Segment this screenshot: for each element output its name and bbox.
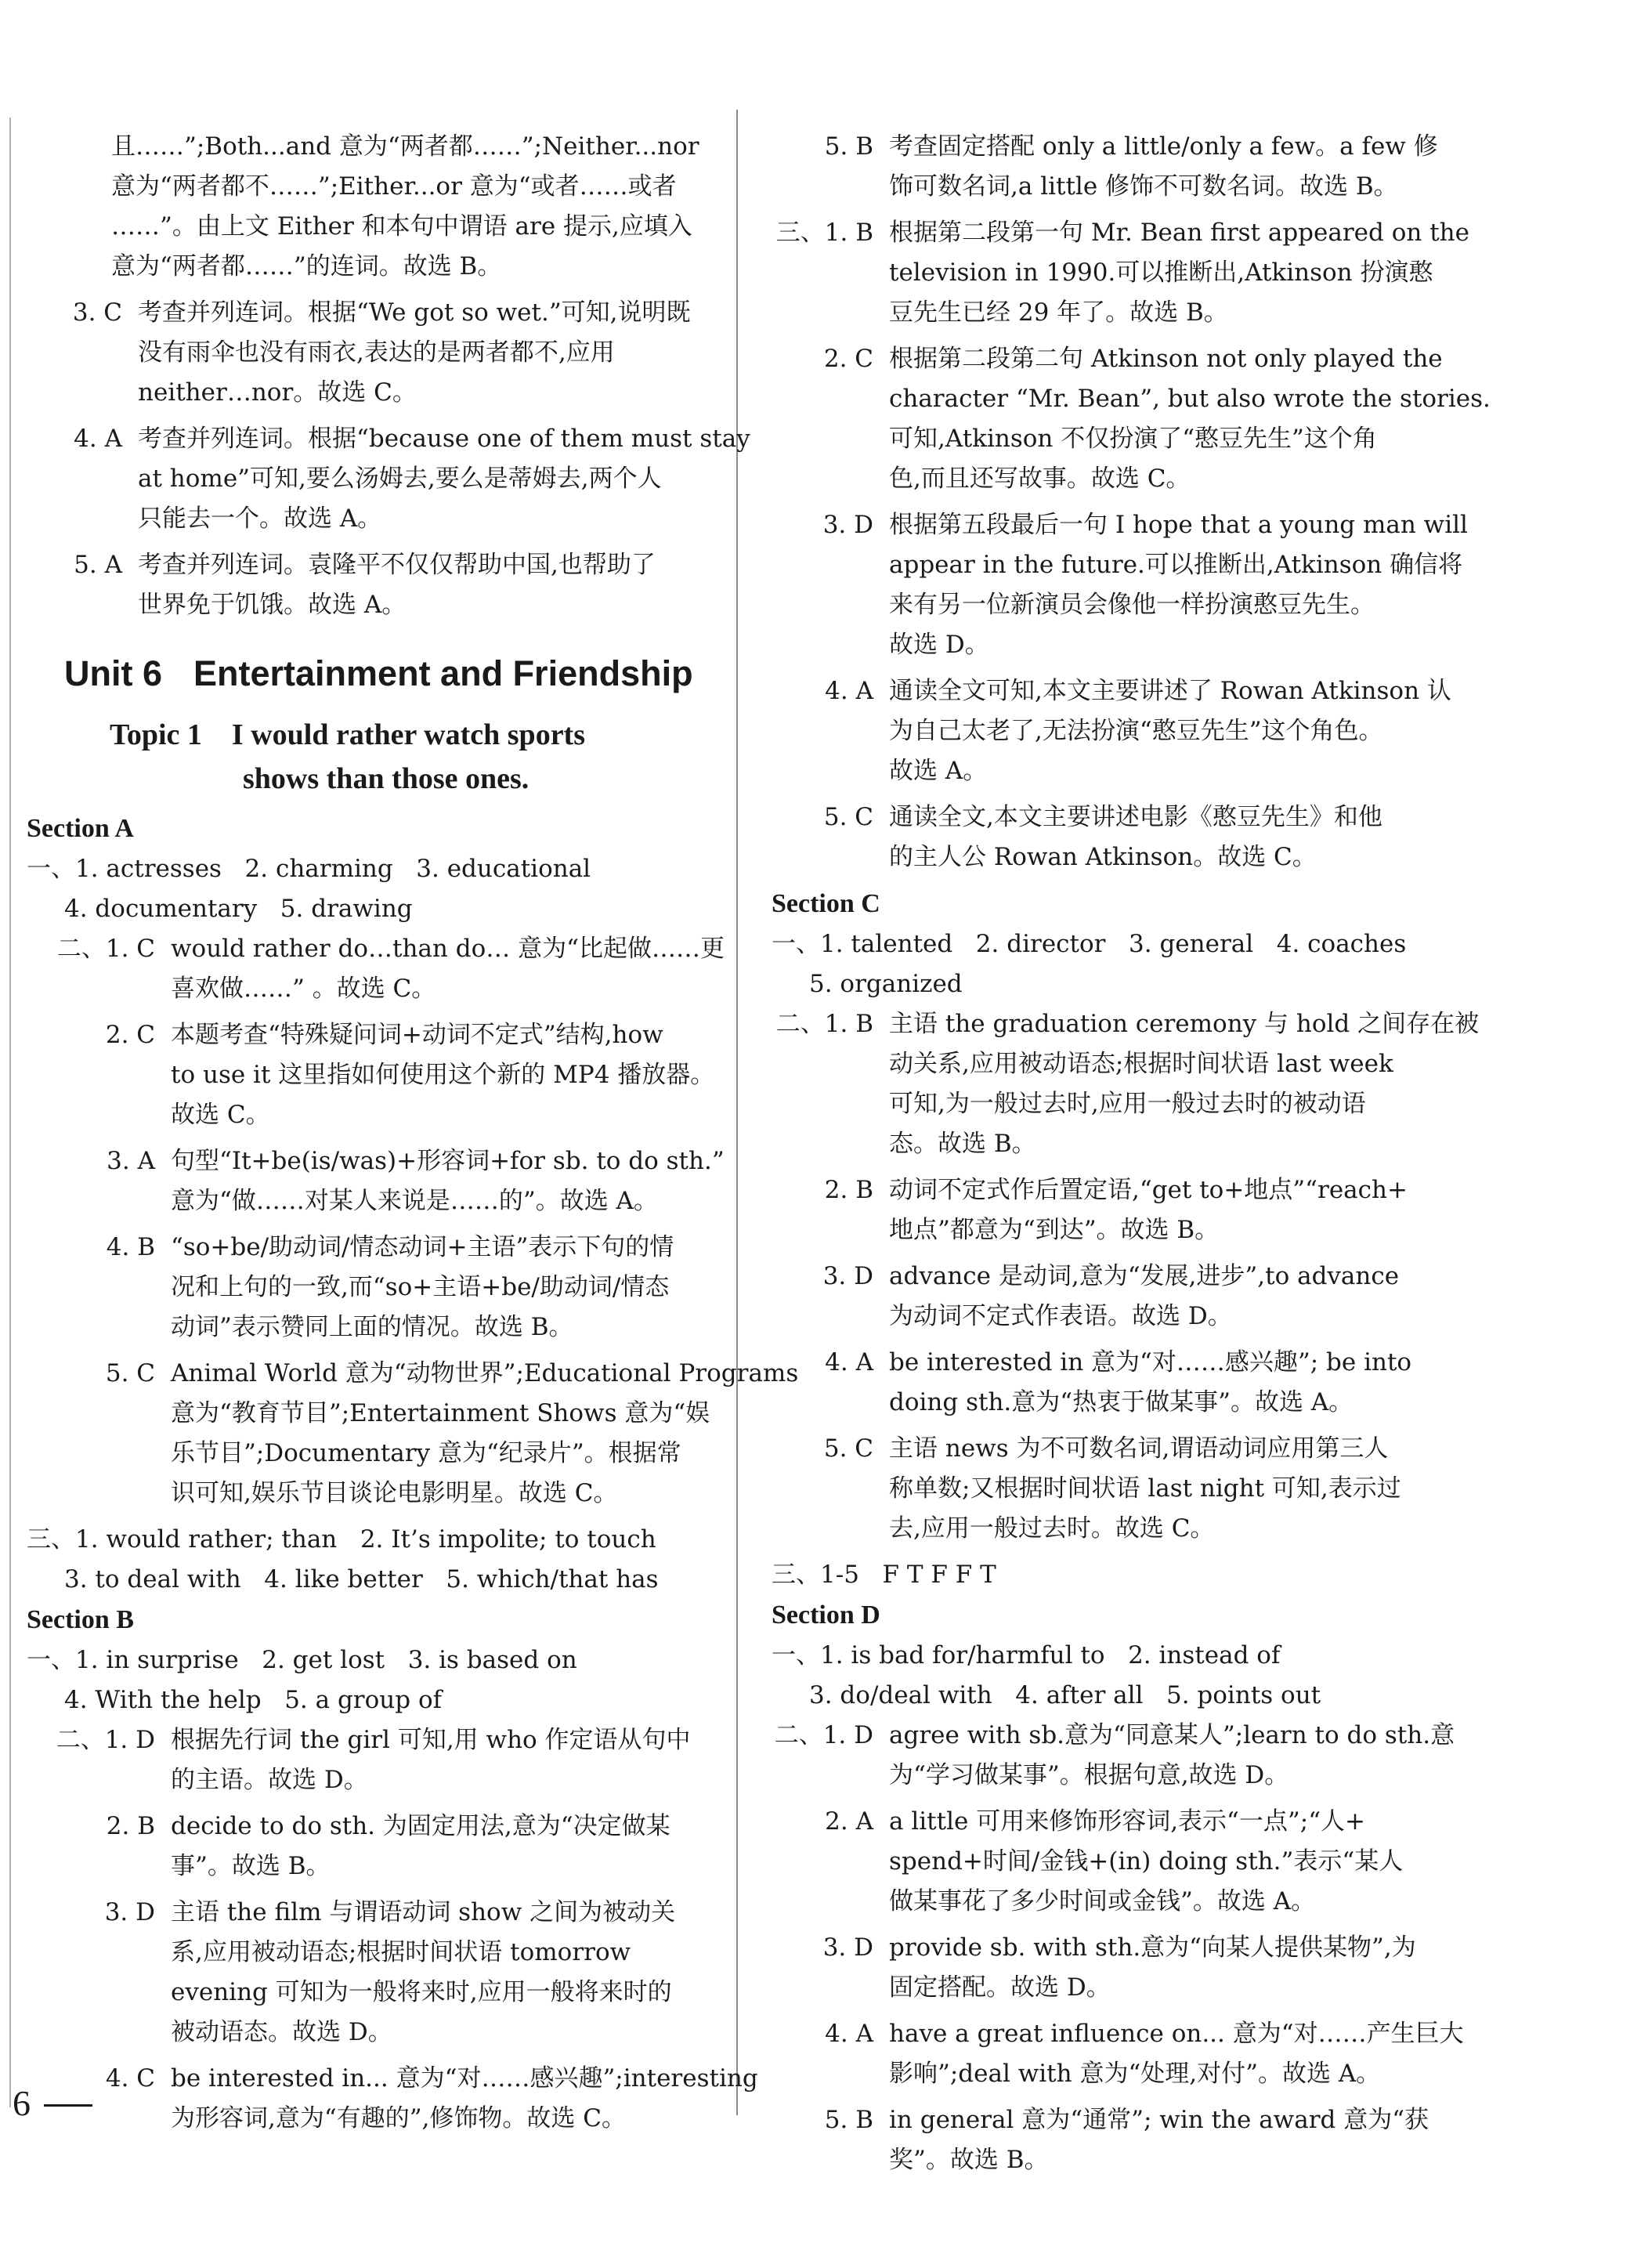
answer-label: 二、1. C [56,935,155,963]
answer-label: 三、1. B [775,219,873,247]
answer-text [171,1228,724,1347]
answer-text [889,1170,1476,1250]
answer-item [27,293,724,413]
answer-item [772,1004,1480,1164]
section-heading: Section D [772,1601,880,1630]
section-heading: Section B [27,1605,134,1634]
text-line: to use it 这里指如何使用这个新的 MP4 播放器。 [171,1061,715,1089]
text-line: 一、1. actresses 2. charming 3. educational [27,855,591,883]
answer-label: 4. A [825,2020,873,2048]
text-line: 来有另一位新演员会像他一样扮演憨豆先生。 [889,591,1375,619]
text-line: 世界免于饥饿。故选 A。 [138,591,407,619]
answer-item [772,798,1476,877]
answer-text [889,671,1476,791]
text-line: a little 可用来修饰形容词,表示“一点”;“人+ [889,1807,1366,1836]
text-line: 通读全文可知,本文主要讲述了 Rowan Atkinson 认 [889,677,1451,705]
topic-title [110,713,724,801]
answer-label: 2. A [825,1807,873,1836]
page-number: 6 [13,2083,31,2123]
text-line: television in 1990.可以推断出,Atkinson 扮演憨 [889,259,1433,287]
text-line: 通读全文,本文主要讲述电影《憨豆先生》和他 [889,803,1382,831]
text-line: ……”。由上文 Either 和本句中谓语 are 提示,应填入 [111,212,692,241]
answer-label: 3. D [822,1933,873,1962]
page-number-dash [44,2104,92,2107]
text-line: 主语 the film 与谓语动词 show 之间为被动关 [171,1898,676,1926]
answer-label: 二、1. D [774,1721,873,1749]
answer-label: 3. D [822,511,873,539]
answer-text [138,545,724,625]
answer-label: 4. A [74,425,122,453]
answer-text [889,213,1476,333]
text-line: 可知,为一般过去时,应用一般过去时的被动语 [889,1090,1366,1118]
text-line: 一、1. is bad for/harmful to 2. instead of [772,1641,1281,1669]
topic-title-line: Topic 1 I would rather watch sports [110,718,585,751]
text-line: 只能去一个。故选 A。 [138,505,382,533]
answer-item [772,127,1476,207]
text-line: be interested in... 意为“对……感兴趣”;interesting [171,2064,758,2093]
text-line: 况和上句的一致,而“so+主语+be/助动词/情态 [171,1273,670,1301]
answer-item [27,1015,724,1135]
answer-label: 4. C [105,2064,155,2093]
section-heading: Section A [27,814,134,843]
text-line: 去,应用一般过去时。故选 C。 [889,1514,1215,1543]
answer-text [889,1343,1476,1423]
answer-text [171,929,725,1009]
text-line: 喜欢做……” 。故选 C。 [171,975,436,1003]
answer-item [27,1807,724,1886]
answer-item [27,1354,799,1514]
answer-item [772,339,1491,499]
answer-label: 5. A [74,551,122,579]
answer-text [171,1015,724,1135]
text-line: spend+时间/金钱+(in) doing sth.”表示“某人 [889,1847,1404,1876]
answer-label: 3. A [107,1147,155,1175]
text-line: 5. organized [809,970,963,998]
text-line: 考查并列连词。根据“We got so wet.”可知,说明既 [138,298,691,327]
text-line: 地点”都意为“到达”。故选 B。 [889,1216,1220,1244]
text-line: appear in the future.可以推断出,Atkinson 确信将 [889,551,1463,579]
answer-item [772,1170,1476,1250]
text-line: evening 可知为一般将来时,应用一般将来时的 [171,1978,672,2006]
answer-label: 2. B [824,1176,873,1204]
text-line: 主语 news 为不可数名词,谓语动词应用第三人 [889,1434,1389,1463]
text-line: 饰可数名词,a little 修饰不可数名词。故选 B。 [889,172,1398,201]
text-line: 3. to deal with 4. like better 5. which/that has [64,1565,659,1593]
text-line: 称单数;又根据时间状语 last night 可知,表示过 [889,1474,1401,1503]
answer-item [27,419,750,539]
answer-text [889,505,1476,665]
text-line: character “Mr. Bean”, but also wrote the stories. [889,385,1491,413]
text-line: 豆先生已经 29 年了。故选 B。 [889,298,1228,327]
unit-title [64,653,724,694]
answer-text [171,2059,758,2139]
text-line: 考查并列连词。袁隆平不仅仅帮助中国,也帮助了 [138,551,656,579]
answer-text [889,2100,1476,2180]
text-line: at home”可知,要么汤姆去,要么是蒂姆去,两个人 [138,465,662,493]
text-line: 意为“教育节目”;Entertainment Shows 意为“娱 [171,1399,710,1427]
answer-item [27,929,724,1009]
answer-item [27,1228,724,1347]
text-line: advance 是动词,意为“发展,进步”,to advance [889,1262,1400,1290]
text-line: 色,而且还写故事。故选 C。 [889,465,1191,493]
answer-item [27,1893,724,2053]
answer-text [889,1004,1479,1164]
answer-item [772,1257,1476,1337]
text-line: 本题考查“特殊疑问词+动词不定式”结构,how [171,1021,663,1049]
answer-label: 2. C [823,345,873,373]
answer-label: 2. C [105,1021,155,1049]
answer-text [171,1893,724,2053]
answer-item [772,671,1476,791]
text-line: 动词不定式作后置定语,“get to+地点”“reach+ [889,1176,1408,1204]
text-line: 为“学习做某事”。根据句意,故选 D。 [889,1761,1289,1789]
text-line: would rather do…than do… 意为“比起做……更 [171,935,725,963]
text-line: 动词”表示赞同上面的情况。故选 B。 [171,1313,573,1341]
text-line: 根据第二段第二句 Atkinson not only played the [889,345,1443,373]
answer-item [27,1141,724,1221]
text-line: 三、1-5 F T F F T [772,1561,996,1589]
answer-list [772,1716,1476,2180]
answer-label: 4. B [106,1233,155,1261]
text-line: 被动语态。故选 D。 [171,2018,392,2046]
answer-label: 二、1. B [775,1010,873,1038]
answer-text [171,1807,724,1886]
unit-name: Entertainment and Friendship [193,653,693,693]
answer-item-top [27,127,724,287]
text-line: 考查固定搭配 only a little/only a few。a few 修 [889,132,1438,161]
answer-text [889,1928,1476,2008]
text-line: 动关系,应用被动语态;根据时间状语 last week [889,1050,1393,1078]
answer-list [27,293,750,625]
left-margin-rule [9,118,11,2107]
answer-text [171,1354,798,1514]
answer-label: 二、1. D [56,1726,155,1754]
answer-label: 5. B [824,132,873,161]
answer-text [138,419,750,539]
answer-item [772,1716,1476,1796]
text-line: 为自己太老了,无法扮演“憨豆先生”这个角色。 [889,717,1383,745]
text-line: 意为“两者都不……”;Either...or 意为“或者……或者 [111,172,677,201]
answer-item [772,1343,1476,1423]
text-line: 事”。故选 B。 [171,1852,331,1880]
text-line: 识可知,娱乐节目谈论电影明星。故选 C。 [171,1479,618,1507]
unit-label: Unit 6 [64,653,163,693]
answer-list [772,127,1491,877]
answer-text [889,1716,1476,1796]
answer-item [27,1720,724,1800]
answer-list [27,929,799,1514]
text-line: 3. do/deal with 4. after all 5. points out [809,1681,1321,1709]
text-line: agree with sb.意为“同意某人”;learn to do sth.意 [889,1721,1455,1749]
text-line: 三、1. would rather; than 2. It’s impolite; to touch [27,1525,656,1554]
text-line: 意为“做……对某人来说是……的”。故选 A。 [171,1187,658,1215]
answer-label: 3. D [822,1262,873,1290]
text-line: 的主语。故选 D。 [171,1766,368,1794]
text-line: 故选 A。 [889,757,988,785]
text-line: 且……”;Both...and 意为“两者都……”;Neither...nor [111,132,699,161]
text-line: 系,应用被动语态;根据时间状语 tomorrow [171,1938,631,1966]
topic-title-line: shows than those ones. [243,762,529,795]
text-line: 做某事花了多少时间或金钱”。故选 A。 [889,1887,1316,1915]
section-heading: Section C [772,889,880,918]
text-line: 可知,Atkinson 不仅扮演了“憨豆先生”这个角 [889,425,1377,453]
text-line: decide to do sth. 为固定用法,意为“决定做某 [171,1812,670,1840]
answer-text [889,127,1476,207]
text-line: 乐节目”;Documentary 意为“纪录片”。根据常 [171,1439,681,1467]
text-line: 故选 C。 [171,1101,270,1129]
text-line: 固定搭配。故选 D。 [889,1973,1111,2002]
text-line: 奖”。故选 B。 [889,2146,1049,2174]
answer-item [772,1802,1476,1922]
text-line: 没有雨伞也没有雨衣,表达的是两者都不,应用 [138,338,615,367]
text-line: Animal World 意为“动物世界”;Educational Programs [171,1359,799,1387]
text-line: 4. With the help 5. a group of [64,1686,443,1714]
answer-item [772,2100,1476,2180]
answer-item [772,1928,1476,2008]
answer-item [772,2014,1476,2094]
text-line: have a great influence on... 意为“对……产生巨大 [889,2020,1464,2048]
answer-label: 4. A [825,677,873,705]
text-line: doing sth.意为“热衷于做某事”。故选 A。 [889,1388,1354,1416]
answer-label: 5. B [824,2106,873,2134]
answer-item [27,545,724,625]
text-line: 主语 the graduation ceremony 与 hold 之间存在被 [889,1010,1480,1038]
text-line: in general 意为“通常”; win the award 意为“获 [889,2106,1429,2134]
text-line: provide sb. with sth.意为“向某人提供某物”,为 [889,1933,1416,1962]
column-divider [736,110,738,2115]
answer-label: 3. C [72,298,122,327]
text-line: 考查并列连词。根据“because one of them must stay [138,425,750,453]
text-line: 态。故选 B。 [889,1130,1036,1158]
answer-text [889,1802,1476,1922]
answer-label: 3. D [104,1898,155,1926]
text-line: 为动词不定式作表语。故选 D。 [889,1302,1232,1330]
answer-text [889,2014,1476,2094]
answer-text [138,293,724,413]
text-line: 句型“It+be(is/was)+形容词+for sb. to do sth.” [171,1147,725,1175]
text-line: 根据第五段最后一句 I hope that a young man will [889,511,1468,539]
answer-item [772,1429,1476,1549]
right-column [772,127,1491,2187]
answer-text [889,339,1491,499]
answer-label: 5. C [105,1359,155,1387]
left-column [27,127,799,2145]
answer-label: 5. C [823,1434,873,1463]
text-line: 影响”;deal with 意为“处理,对付”。故选 A。 [889,2060,1381,2088]
text-line: 故选 D。 [889,631,989,659]
text-line: neither…nor。故选 C。 [138,378,417,407]
answer-item [772,213,1476,333]
text-line: 的主人公 Rowan Atkinson。故选 C。 [889,843,1317,871]
text-line: “so+be/助动词/情态动词+主语”表示下句的情 [171,1233,674,1261]
text-line: 4. documentary 5. drawing [64,895,413,923]
answer-item [772,505,1476,665]
text-line: 根据先行词 the girl 可知,用 who 作定语从句中 [171,1726,691,1754]
answer-text [889,1257,1476,1337]
answer-label: 4. A [825,1348,873,1376]
answer-text [171,1720,724,1800]
answer-list [772,1004,1480,1549]
answer-label: 5. C [823,803,873,831]
answer-text [171,1141,725,1221]
text-line: 根据第二段第一句 Mr. Bean first appeared on the [889,219,1469,247]
text-line: 一、1. in surprise 2. get lost 3. is based on [27,1646,577,1674]
text-line: 为形容词,意为“有趣的”,修饰物。故选 C。 [171,2104,626,2132]
answer-list [27,1720,758,2139]
text-line: 一、1. talented 2. director 3. general 4. coaches [772,930,1407,958]
answer-text [889,798,1476,877]
text-line: 意为“两者都……”的连词。故选 B。 [111,252,502,280]
answer-label: 2. B [106,1812,155,1840]
text-line: be interested in 意为“对……感兴趣”; be into [889,1348,1412,1376]
answer-item [27,2059,758,2139]
answer-text [889,1429,1476,1549]
